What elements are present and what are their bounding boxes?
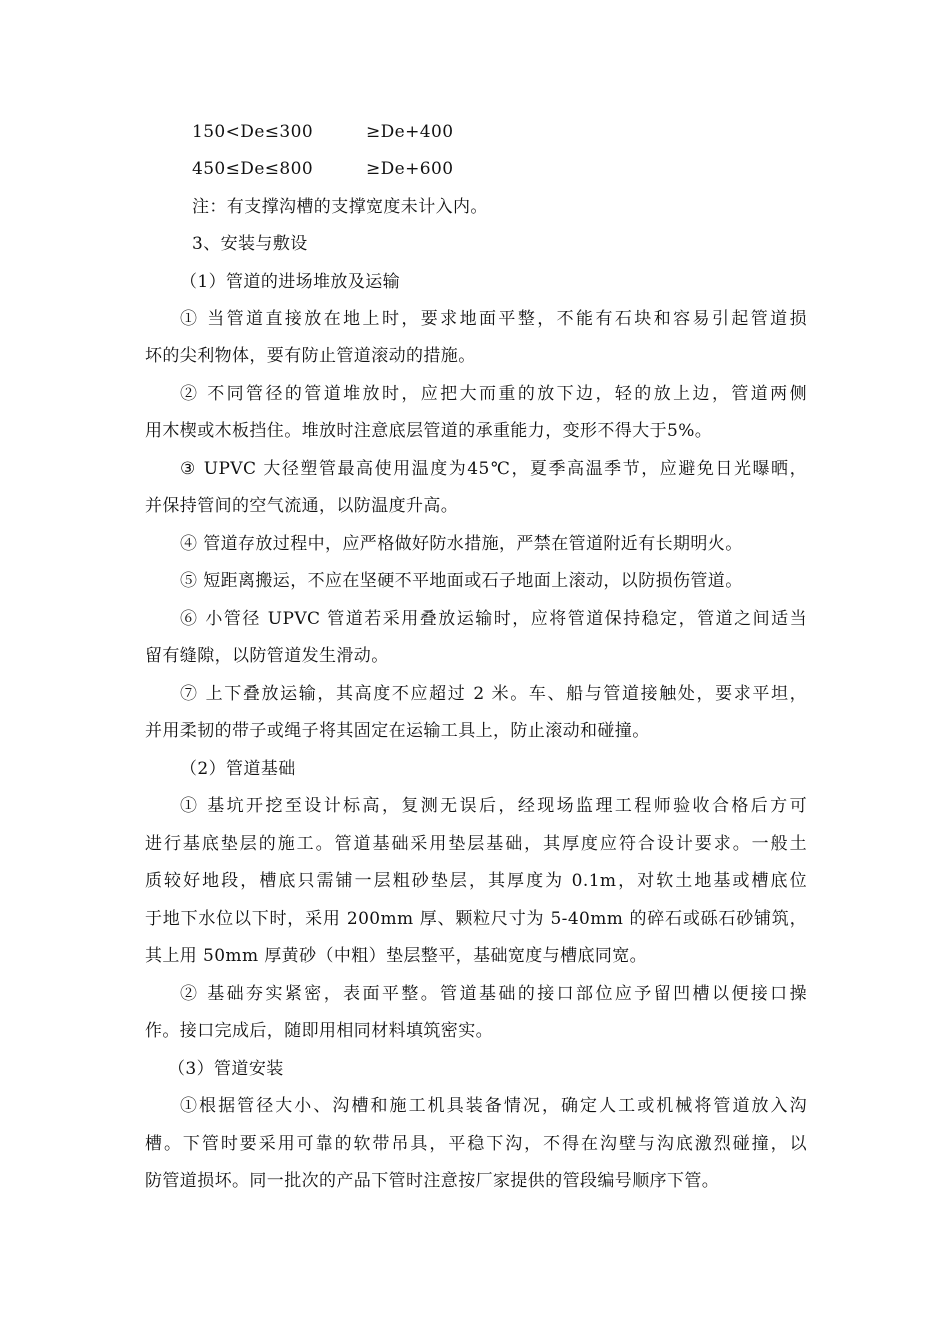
paragraph-line: 并用柔韧的带子或绳子将其固定在运输工具上，防止滚动和碰撞。 xyxy=(145,721,650,741)
section-heading: 3、安装与敷设 xyxy=(192,234,308,254)
table-cell-range: 150<De≤300 xyxy=(192,122,314,142)
paragraph-line: 用木楔或木板挡住。堆放时注意底层管道的承重能力，变形不得大于5%。 xyxy=(145,421,713,441)
subsection-heading: （3）管道安装 xyxy=(168,1059,284,1079)
paragraph-line: 作。接口完成后，随即用相同材料填筑密实。 xyxy=(145,1021,493,1041)
paragraph-line: ① 当管道直接放在地上时，要求地面平整，不能有石块和容易引起管道损 xyxy=(180,309,807,329)
paragraph-line: 质较好地段，槽底只需铺一层粗砂垫层，其厚度为 0.1m，对软土地基或槽底位 xyxy=(145,871,807,891)
table-row xyxy=(192,157,792,181)
paragraph-line: ⑤ 短距离搬运，不应在坚硬不平地面或石子地面上滚动，以防损伤管道。 xyxy=(180,571,743,591)
paragraph-line: 槽。下管时要采用可靠的软带吊具，平稳下沟，不得在沟壁与沟底激烈碰撞，以 xyxy=(145,1134,807,1154)
table-cell-width: ≥De+400 xyxy=(366,122,454,142)
paragraph-line: 其上用 50mm 厚黄砂（中粗）垫层整平，基础宽度与槽底同宽。 xyxy=(145,946,648,966)
paragraph-line: ② 不同管径的管道堆放时，应把大而重的放下边，轻的放上边，管道两侧 xyxy=(180,384,807,404)
table-cell-range: 450≤De≤800 xyxy=(192,159,314,179)
paragraph-line: ①根据管径大小、沟槽和施工机具装备情况，确定人工或机械将管道放入沟 xyxy=(180,1096,807,1116)
table-row xyxy=(192,120,792,144)
table-cell-width: ≥De+600 xyxy=(366,159,454,179)
paragraph-line: ③ UPVC 大径塑管最高使用温度为45℃，夏季高温季节，应避免日光曝晒， xyxy=(180,459,807,479)
paragraph-line: 进行基底垫层的施工。管道基础采用垫层基础，其厚度应符合设计要求。一般土 xyxy=(145,834,807,854)
paragraph-line: 坏的尖利物体，要有防止管道滚动的措施。 xyxy=(145,346,476,366)
subsection-heading: （2）管道基础 xyxy=(180,759,296,779)
paragraph-line: ① 基坑开挖至设计标高，复测无误后，经现场监理工程师验收合格后方可 xyxy=(180,796,807,816)
paragraph-line: ② 基础夯实紧密，表面平整。管道基础的接口部位应予留凹槽以便接口操 xyxy=(180,984,807,1004)
paragraph-line: ④ 管道存放过程中，应严格做好防水措施，严禁在管道附近有长期明火。 xyxy=(180,534,743,554)
paragraph-line: 防管道损坏。同一批次的产品下管时注意按厂家提供的管段编号顺序下管。 xyxy=(145,1171,720,1191)
paragraph-line: ⑦ 上下叠放运输，其高度不应超过 2 米。车、船与管道接触处，要求平坦， xyxy=(180,684,807,704)
table-note: 注：有支撑沟槽的支撑宽度未计入内。 xyxy=(192,197,488,217)
paragraph-line: 并保持管间的空气流通，以防温度升高。 xyxy=(145,496,459,516)
paragraph-line: ⑥ 小管径 UPVC 管道若采用叠放运输时，应将管道保持稳定，管道之间适当 xyxy=(180,609,807,629)
paragraph-line: 于地下水位以下时，采用 200mm 厚、颗粒尺寸为 5-40mm 的碎石或砾石砂铺筑， xyxy=(145,909,807,929)
subsection-heading: （1）管道的进场堆放及运输 xyxy=(180,272,401,292)
paragraph-line: 留有缝隙，以防管道发生滑动。 xyxy=(145,646,389,666)
